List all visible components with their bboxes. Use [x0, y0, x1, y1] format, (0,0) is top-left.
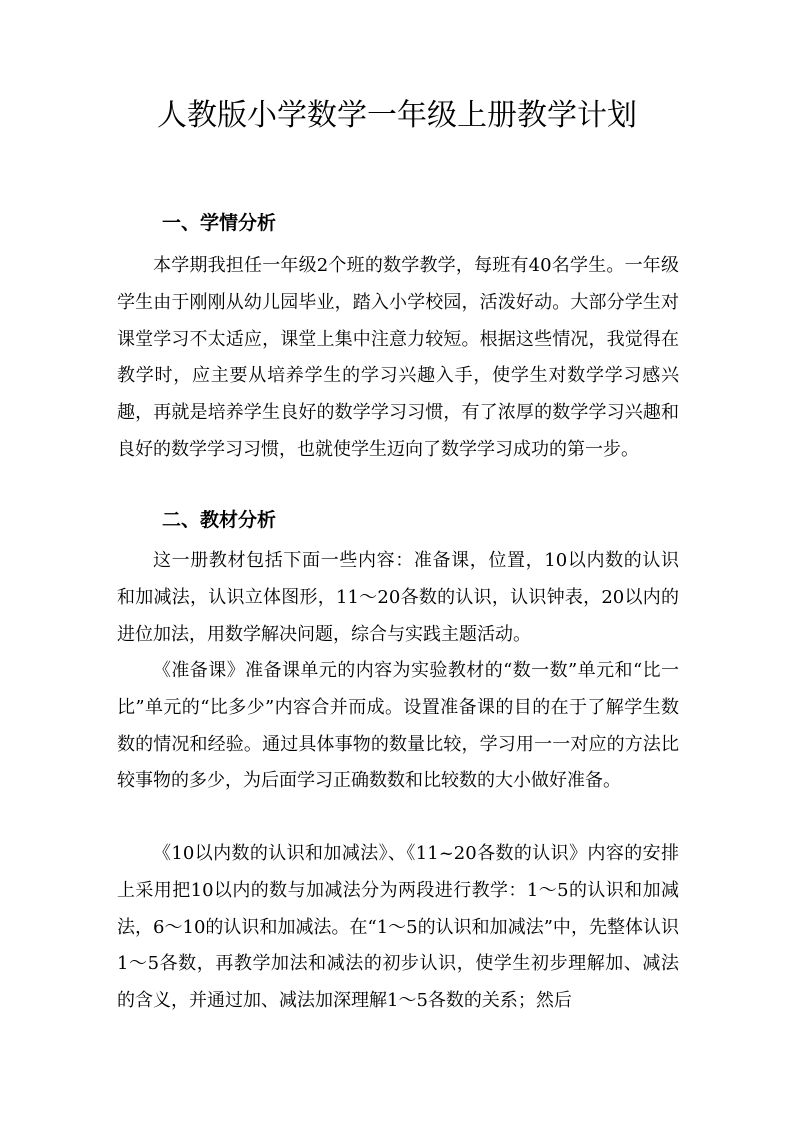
paragraph-preparation-unit: 《准备课》准备课单元的内容为实验教材的“数一数”单元和“比一比”单元的“比多少”内容合并而成。设置准备课的目的在于了解学生数数的情况和经验。通过具体事物的数量比较，学习用一一对应的方法比较事物的多少，为后面学习正确数数和比较数的大小做好准备。: [117, 660, 679, 792]
document-title: 人教版小学数学一年级上册教学计划: [157, 98, 637, 133]
section-heading-learner-analysis: 一、学情分析: [162, 212, 277, 234]
paragraph-number-recognition: 《10以内数的认识和加减法》、《11~20各数的认识》内容的安排上采用把10以内的数与加减法分为两段进行教学：1～5的认识和加减法，6～10的认识和加减法。在“1～5的认识和加减法”中，先整体认识1～5各数，再教学加法和减法的初步认识，使学生初步理解加、减法的含义，并通过加、减法加深理解1～5各数的关系；然后: [117, 843, 679, 1012]
section-heading-textbook-analysis: 二、教材分析: [162, 509, 277, 531]
paragraph-learner-analysis: 本学期我担任一年级2个班的数学教学，每班有40名学生。一年级学生由于刚刚从幼儿园毕业，踏入小学校园，活泼好动。大部分学生对课堂学习不太适应，课堂上集中注意力较短。根据这些情况，我觉得在教学时，应主要从培养学生的学习兴趣入手，使学生对数学学习感兴趣，再就是培养学生良好的数学学习习惯，有了浓厚的数学学习兴趣和良好的数学学习习惯，也就使学生迈向了数学学习成功的第一步。: [117, 255, 679, 460]
paragraph-textbook-contents: 这一册教材包括下面一些内容：准备课，位置，10以内数的认识和加减法，认识立体图形，11～20各数的认识，认识钟表，20以内的进位加法，用数学解决问题，综合与实践主题活动。: [117, 550, 679, 645]
